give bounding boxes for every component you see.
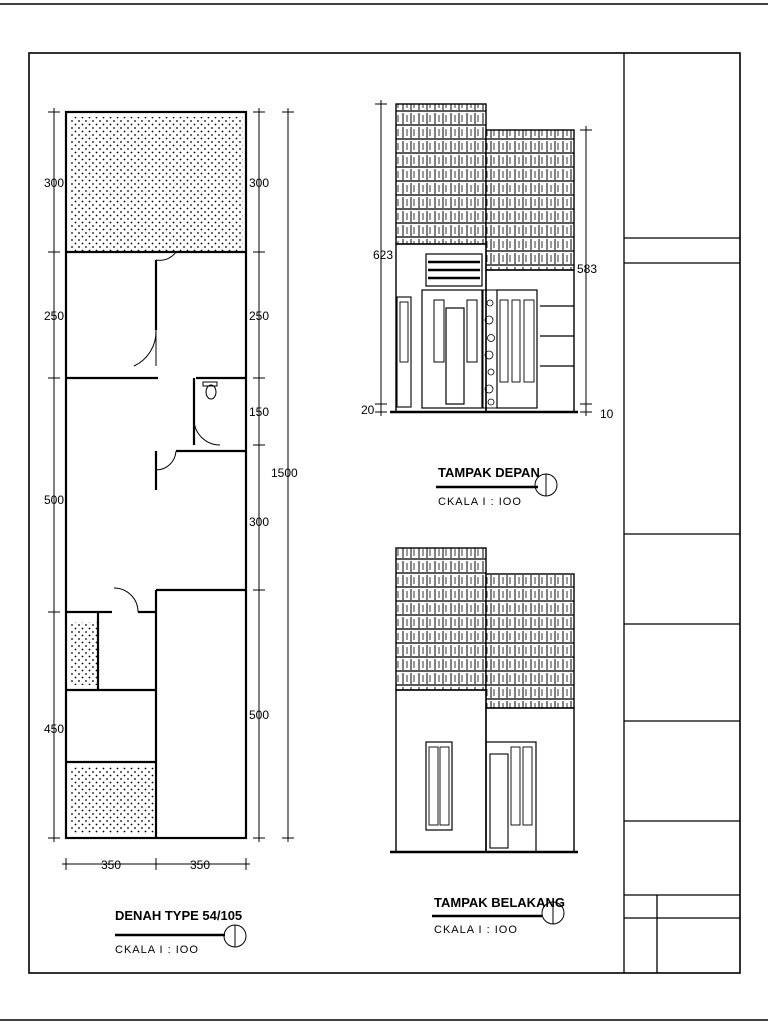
plan-dim-right xyxy=(253,108,265,842)
plan-dim-bottom-1: 350 xyxy=(101,858,122,872)
floor-plan xyxy=(44,108,298,956)
service-yard-hatch xyxy=(70,622,98,685)
rear-elevation xyxy=(390,548,578,936)
front-dim-height-left: 623 xyxy=(373,248,394,262)
toilet-icon xyxy=(206,385,216,399)
plan-dim-total-label: 1500 xyxy=(271,466,298,480)
garden-rear-hatch xyxy=(70,766,156,834)
rear-roof-right xyxy=(486,574,574,708)
rear-roof-left xyxy=(396,548,486,690)
front-title: TAMPAK DEPAN xyxy=(438,465,540,480)
plan-dim-left-2: 250 xyxy=(44,309,65,323)
plan-dim-left-4: 450 xyxy=(44,722,65,736)
front-scale: CKALA I : IOO xyxy=(438,496,522,508)
plan-dim-left-1: 300 xyxy=(44,176,65,190)
plan-dim-left-3: 500 xyxy=(44,493,65,507)
rear-scale: CKALA I : IOO xyxy=(434,924,518,936)
plan-dim-right-1: 300 xyxy=(249,176,270,190)
plan-scale: CKALA I : IOO xyxy=(115,944,199,956)
garden-front-hatch xyxy=(70,117,243,252)
plan-dim-right-3: 150 xyxy=(249,405,270,419)
front-dim-height-right: 583 xyxy=(577,262,598,276)
rear-facade xyxy=(390,690,578,852)
front-dim-base-left: 20 xyxy=(361,403,375,417)
front-dim-base-right: 10 xyxy=(600,407,614,421)
front-elevation xyxy=(361,100,614,508)
front-roof-left xyxy=(396,104,486,244)
plan-dim-right-4: 300 xyxy=(249,515,270,529)
rear-title: TAMPAK BELAKANG xyxy=(434,895,565,910)
plan-dim-bottom xyxy=(62,858,250,870)
plan-title: DENAH TYPE 54/105 xyxy=(115,908,243,923)
front-roof-right xyxy=(486,130,574,270)
plan-dim-right-5: 500 xyxy=(249,708,270,722)
title-block xyxy=(624,53,740,973)
plan-dim-right-2: 250 xyxy=(249,309,270,323)
plan-door-swings xyxy=(114,252,220,612)
plan-dim-bottom-2: 350 xyxy=(190,858,211,872)
